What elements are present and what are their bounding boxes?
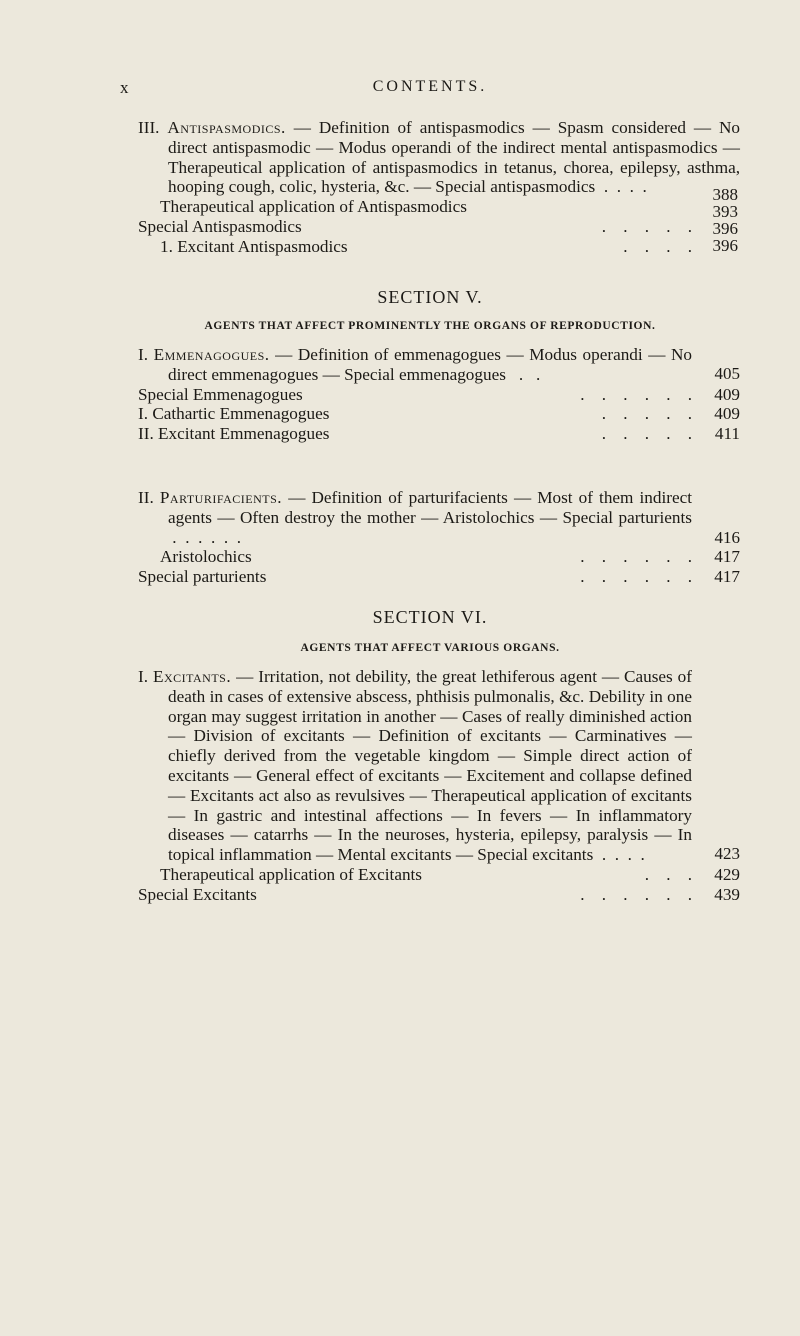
section-v-part-i xyxy=(138,345,740,444)
page-header xyxy=(120,78,740,104)
toc-entry[interactable]: Therapeutical application of Antispasmodics xyxy=(160,197,467,217)
toc-entry[interactable]: Special Excitants . . . . . . 439 xyxy=(138,884,740,904)
section-v-part-ii xyxy=(138,488,740,587)
emmenagogues-heading: Emmenagogues. xyxy=(153,345,270,364)
part-iii-antispasmodics xyxy=(138,118,740,257)
parturifacients-heading: Parturifacients. xyxy=(159,488,283,507)
part-iii-page-numbers: 388 393 396 396 xyxy=(712,185,738,255)
page-number: 416 xyxy=(714,528,740,547)
parturifacients-summary: II. Parturifacients. — Definition of parturifacients — Most of them indirect agents — Often destroy the mother — Aristolochics — Special parturients . . . . . . xyxy=(138,488,692,547)
section-v-subtitle: AGENTS THAT AFFECT PROMINENTLY THE ORGANS OF REPRODUCTION. xyxy=(204,320,656,332)
toc-entry[interactable]: I. Cathartic Emmenagogues . . . . . 409 xyxy=(138,404,740,424)
toc-entry[interactable]: Therapeutical application of Excitants . . . 429 xyxy=(160,864,740,884)
section-vi-part-i xyxy=(138,667,740,905)
excitants-heading: Excitants. xyxy=(152,667,232,686)
toc-entry[interactable]: 1. Excitant Antispasmodics . . . . xyxy=(160,236,692,256)
toc-entry[interactable]: II. Excitant Emmenagogues . . . . . 411 xyxy=(138,424,740,444)
section-vi-title: SECTION VI. xyxy=(372,607,488,627)
excitants-summary: I. Excitants. — Irritation, not debility, the great lethiferous agent — Causes of death in cases of extensive abscess, phthisis pulmonalis, &c. Debility in one organ may suggest irritation in another — Cases of really diminished action — Division of excitants — Definition of excitants — Carminatives — chiefly derived from the vegetable kingdom — Simple direct action of excitants — General effect of excitants — Excitement and collapse defined — Excitants act also as revulsives — Therapeutical application of excitants — In gastric and intestinal affections — In fevers — In inflammatory diseases — catarrhs — In the neuroses, hysteria, epilepsy, paralysis — In topical inflammation — Mental excitants — Special excitants . . . . xyxy=(138,667,693,865)
toc-entry[interactable]: Special Antispasmodics . . . . . xyxy=(138,216,692,236)
section-v-title: SECTION V. xyxy=(377,287,483,307)
page-number: 405 xyxy=(714,364,740,383)
toc-entry[interactable]: Special Emmenagogues . . . . . . 409 xyxy=(138,384,740,404)
part-iii-summary: III. Antispasmodics. — Definition of antispasmodics — Spasm considered — No direct antispasmodic — Modus operandi of the indirect mental antispasmodics — Therapeutical application of antispasmodics in tetanus, chorea, epilepsy, asthma, hooping cough, colic, hysteria, &c. — Special antispasmodics . . . . xyxy=(138,118,740,197)
page-number: 423 xyxy=(714,844,740,863)
toc-entry[interactable]: Special parturients . . . . . . 417 xyxy=(138,567,740,587)
running-title: CONTENTS. xyxy=(372,78,488,95)
section-vi-subtitle: AGENTS THAT AFFECT VARIOUS ORGANS. xyxy=(300,642,560,654)
emmenagogues-summary: I. Emmenagogues. — Definition of emmenagogues — Modus operandi — No direct emmenagogues — Special emmenagogues . . xyxy=(138,345,693,384)
toc-entry[interactable]: Aristolochics . . . . . . 417 xyxy=(160,547,740,567)
folio: x xyxy=(120,78,129,97)
part-iii-heading: Antispasmodics. xyxy=(167,118,286,137)
